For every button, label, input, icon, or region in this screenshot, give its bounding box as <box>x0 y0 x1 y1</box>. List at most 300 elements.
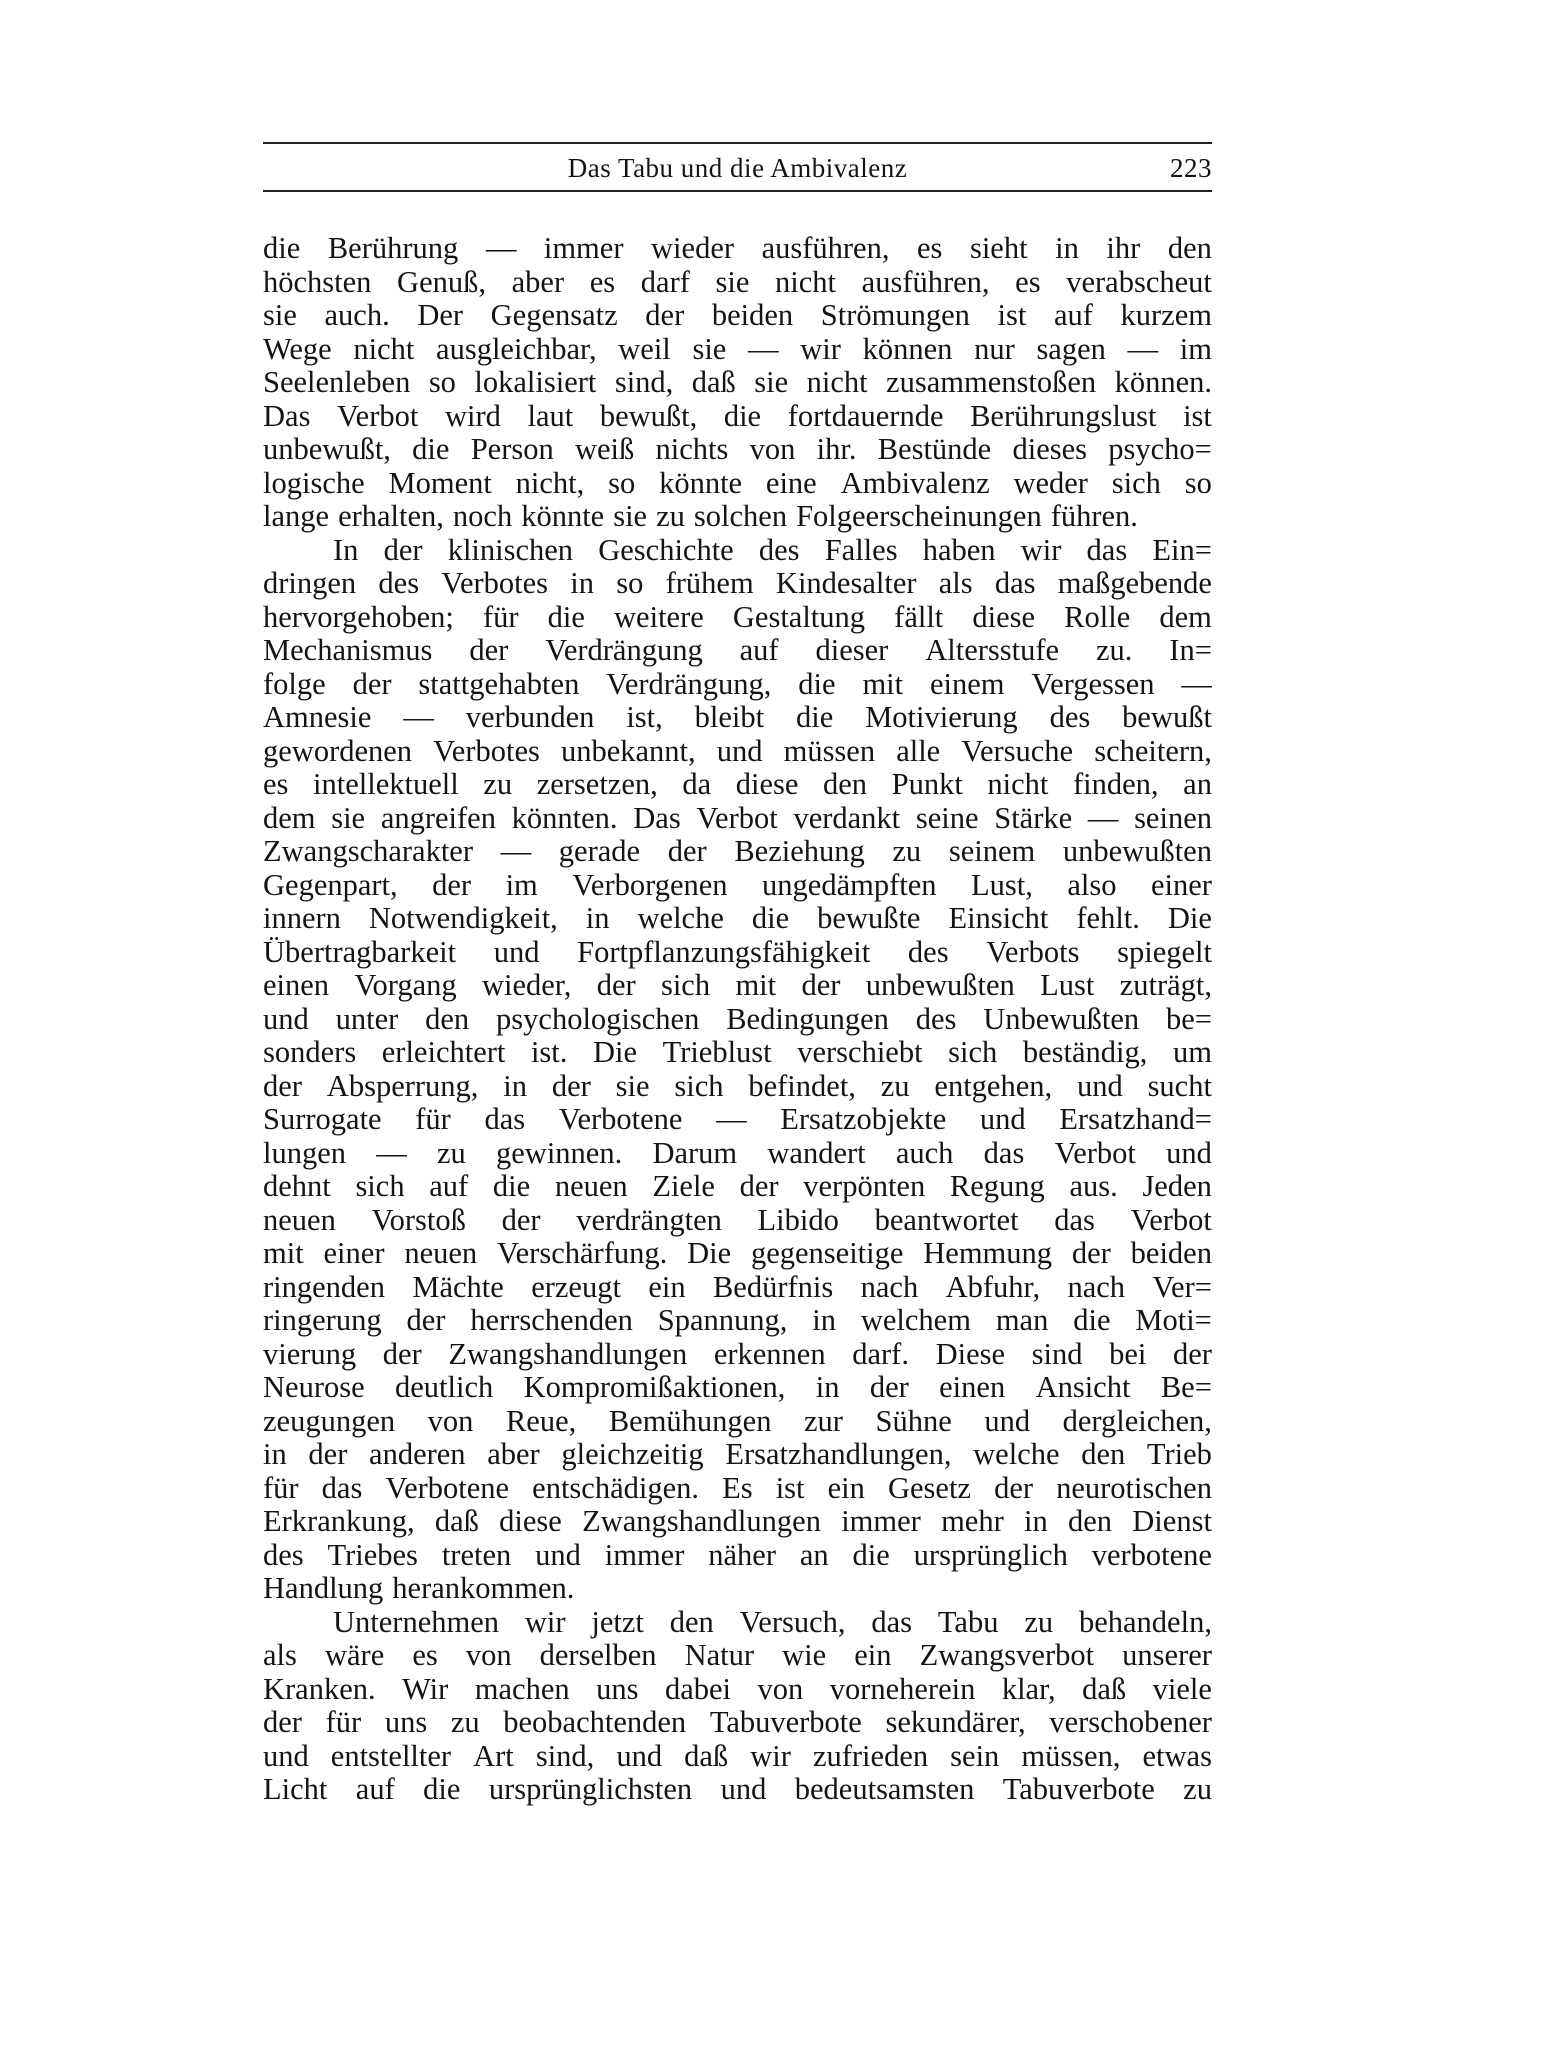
word: der <box>869 1370 909 1404</box>
word: ausführen, <box>861 264 990 299</box>
word: etwas <box>1142 1738 1212 1773</box>
word: weiß <box>574 432 635 466</box>
word: die <box>798 666 836 701</box>
text-line <box>263 1773 1212 1807</box>
word: beständig, <box>1022 1035 1148 1069</box>
word: sein <box>950 1738 1000 1773</box>
word: an <box>1183 767 1212 801</box>
word: Person <box>470 432 554 466</box>
word: Seelenleben <box>263 365 411 399</box>
text-line <box>263 1271 1212 1305</box>
word: Moment <box>388 465 492 500</box>
word: verpönten <box>803 1169 926 1203</box>
word: ist. <box>530 1035 568 1069</box>
word: Bemühungen <box>608 1403 772 1438</box>
word: mit <box>862 666 904 701</box>
word: Gegenpart, <box>263 867 398 902</box>
word: — <box>716 1102 747 1136</box>
word: den <box>669 1604 714 1639</box>
word: wir <box>1020 532 1062 567</box>
word: diese <box>499 1504 562 1538</box>
word: — <box>1127 331 1159 366</box>
word: deutlich <box>395 1370 494 1404</box>
word: Kompromißaktionen, <box>523 1370 786 1404</box>
word: und <box>984 1403 1031 1438</box>
word: unserer <box>1122 1638 1212 1672</box>
word: die <box>751 901 790 935</box>
word: klar, <box>1001 1671 1056 1706</box>
text-line <box>263 1505 1212 1539</box>
word: für <box>325 1705 362 1739</box>
word: in <box>570 566 595 600</box>
word: und <box>1076 1068 1123 1103</box>
word: sagen <box>1036 331 1106 366</box>
word: Trieb <box>1146 1437 1212 1471</box>
word: seinem <box>948 834 1036 868</box>
word: die <box>547 599 585 634</box>
word: innern <box>263 901 341 935</box>
word: da <box>682 767 712 801</box>
word: Verbot <box>337 398 419 433</box>
word: stattgehabten <box>418 666 580 701</box>
word: entstellter <box>330 1738 452 1773</box>
word: verdrängten <box>576 1202 722 1237</box>
word: in <box>263 1437 287 1471</box>
word: es <box>1015 264 1041 299</box>
word: ist <box>775 1470 805 1505</box>
text-line <box>263 1472 1212 1506</box>
word: dehnt <box>263 1169 331 1203</box>
word: zu <box>656 499 685 533</box>
text-line <box>263 1673 1212 1707</box>
word: auf <box>1053 298 1093 332</box>
word: Verbotes <box>441 566 549 600</box>
word: das <box>484 1102 526 1136</box>
word: lokalisiert <box>474 365 597 399</box>
word: Falles <box>824 532 898 567</box>
word: als <box>938 566 973 600</box>
word: Bestünde <box>877 432 992 466</box>
word: sind, <box>614 365 674 399</box>
word: lungen <box>263 1135 347 1170</box>
word: Vergessen <box>1031 666 1155 701</box>
word: zu <box>436 1135 466 1170</box>
word: verschiebt <box>797 1035 923 1069</box>
word: könnten. <box>511 800 618 835</box>
text-line <box>263 634 1212 668</box>
word: die <box>263 231 301 265</box>
word: fortdauernde <box>787 398 944 433</box>
text-line <box>263 1003 1212 1037</box>
word: Verborgenen <box>572 867 728 902</box>
word: daß <box>434 1504 479 1538</box>
word: sich <box>1111 465 1161 500</box>
word: Absperrung, <box>326 1068 479 1103</box>
word: so <box>608 465 636 500</box>
word: hervorgehoben; <box>263 599 454 634</box>
word: immer <box>543 231 624 265</box>
word: Diese <box>935 1336 1006 1371</box>
word: noch <box>452 499 513 533</box>
text-line <box>263 701 1212 735</box>
word: ihr <box>1106 231 1141 265</box>
word: — <box>500 834 532 868</box>
text-line <box>263 936 1212 970</box>
word: Natur <box>684 1638 755 1672</box>
word: auch. <box>324 298 390 332</box>
word: mit <box>735 968 777 1002</box>
word: dringen <box>263 566 357 600</box>
word: mit <box>263 1236 304 1270</box>
word: Zwangscharakter <box>263 834 474 868</box>
word: ein <box>648 1269 686 1304</box>
word: fällt <box>894 599 944 634</box>
word: herrschenden <box>470 1303 633 1337</box>
word: Moti= <box>1135 1303 1212 1337</box>
body-text <box>263 232 1212 1807</box>
word: einem <box>930 666 1005 701</box>
word: den <box>823 767 868 801</box>
word: gegenseitige <box>750 1236 904 1270</box>
word: zeugungen <box>263 1403 396 1438</box>
word: näher <box>708 1537 776 1572</box>
word: uns <box>384 1705 428 1739</box>
word: — <box>1087 800 1119 835</box>
word: Ersatzobjekte <box>780 1102 947 1136</box>
word: müssen <box>783 733 876 768</box>
word: zu <box>880 1068 910 1103</box>
text-line <box>263 1204 1212 1238</box>
word: Vorstoß <box>371 1202 466 1237</box>
word: der <box>263 1068 302 1103</box>
word: sind, <box>535 1738 595 1773</box>
word: Jeden <box>1142 1169 1212 1203</box>
word: des <box>378 566 420 600</box>
word: Amnesie <box>263 700 372 734</box>
word: in <box>503 1068 527 1103</box>
word: nicht <box>353 331 415 366</box>
word: eine <box>765 465 817 500</box>
word: zur <box>804 1403 843 1438</box>
word: Verbot <box>696 800 778 835</box>
word: von <box>749 432 796 466</box>
word: im <box>505 867 538 902</box>
word: Trieblust <box>662 1035 772 1069</box>
word: der <box>1071 1236 1111 1270</box>
word: beiden <box>711 298 794 332</box>
text-line <box>263 366 1212 400</box>
word: einer <box>323 1236 385 1270</box>
header-rule-top <box>263 142 1212 144</box>
word: Das <box>633 800 681 835</box>
word: Libido <box>757 1202 839 1237</box>
word: wir <box>750 1738 791 1773</box>
word: beobachtenden <box>503 1705 687 1739</box>
word: verbunden <box>465 700 595 734</box>
text-line <box>263 1036 1212 1070</box>
word: nach <box>1067 1269 1126 1304</box>
word: des <box>907 934 949 969</box>
word: beiden <box>1130 1236 1212 1270</box>
word: führen. <box>1050 499 1138 533</box>
word: wieder <box>651 231 735 265</box>
word: verdankt <box>793 800 901 835</box>
text-line <box>263 835 1212 869</box>
word: und <box>535 1537 581 1572</box>
word: ausführen, <box>761 231 890 265</box>
word: — <box>376 1135 407 1170</box>
word: zu <box>1024 1604 1054 1639</box>
word: des <box>915 1001 957 1036</box>
header-rule-bottom <box>263 190 1212 192</box>
word: es <box>412 1638 438 1672</box>
word: laut <box>527 398 574 433</box>
word: machen <box>474 1671 570 1706</box>
word: Lust, <box>970 867 1033 902</box>
word: wird <box>444 398 501 433</box>
text-line <box>263 1304 1212 1338</box>
word: Verbots <box>986 934 1080 969</box>
word: Tabu <box>937 1604 999 1639</box>
word: Ziele <box>652 1169 715 1203</box>
word: — <box>485 231 517 265</box>
text-line <box>263 266 1212 300</box>
text-line <box>263 1371 1212 1405</box>
word: im <box>1179 331 1212 366</box>
word: maßgebende <box>1057 566 1212 600</box>
word: beantwortet <box>874 1202 1019 1237</box>
word: für <box>482 599 519 634</box>
word: Ver= <box>1152 1269 1212 1304</box>
word: der <box>551 1068 591 1103</box>
word: gerade <box>558 834 641 868</box>
word: Ambivalenz <box>840 465 990 500</box>
word: folge <box>263 666 326 701</box>
word: Abfuhr, <box>945 1269 1041 1304</box>
text-line <box>263 869 1212 903</box>
word: zu <box>483 767 513 801</box>
word: Vorgang <box>354 968 457 1002</box>
word: Lust <box>1040 968 1095 1002</box>
text-line <box>263 1405 1212 1439</box>
word: neurotischen <box>1056 1470 1212 1505</box>
word: vorneherein <box>829 1671 976 1706</box>
word: auf <box>355 1772 395 1806</box>
word: der <box>383 532 423 567</box>
word: sich <box>355 1169 405 1203</box>
word: Ersatzhand= <box>1059 1102 1212 1136</box>
word: daß <box>691 365 736 399</box>
word: und <box>720 1772 767 1806</box>
word: wir <box>800 331 841 366</box>
word: zu. <box>1095 633 1133 667</box>
word: neuen <box>263 1202 336 1237</box>
word: weil <box>618 331 671 366</box>
word: be= <box>1165 1001 1212 1036</box>
word: mehr <box>941 1504 1004 1538</box>
text-line <box>263 1137 1212 1171</box>
word: psycho= <box>1108 432 1212 466</box>
word: Reue, <box>505 1403 577 1438</box>
word: spiegelt <box>1117 934 1212 969</box>
word: das <box>983 1135 1025 1170</box>
word: welchem <box>860 1303 971 1337</box>
word: in <box>815 1370 840 1404</box>
word: Verdrängung, <box>606 666 772 701</box>
text-line <box>263 1572 1212 1606</box>
word: unbewußt, <box>263 432 391 466</box>
word: sich <box>948 1035 998 1069</box>
word: Kindesalter <box>775 566 917 600</box>
word: Verbotes <box>433 733 540 768</box>
word: aber <box>487 1437 540 1471</box>
word: Die <box>687 1236 732 1270</box>
word: psychologischen <box>496 1001 700 1036</box>
word: der <box>1172 1336 1212 1371</box>
text-line <box>263 1438 1212 1472</box>
text-line <box>263 668 1212 702</box>
text-line <box>263 802 1212 836</box>
word: Surrogate <box>263 1102 382 1136</box>
word: die <box>492 1169 531 1203</box>
word: den <box>425 1001 470 1036</box>
text-line <box>263 969 1212 1003</box>
word: aus. <box>1069 1169 1118 1203</box>
word: können. <box>1114 365 1212 399</box>
word: solchen <box>693 499 788 533</box>
word: frühem <box>665 566 754 600</box>
word: neuen <box>554 1169 628 1203</box>
word: Versuch, <box>739 1604 846 1639</box>
word: — <box>1181 666 1212 701</box>
word: bewußt, <box>599 398 698 433</box>
word: viele <box>1152 1671 1212 1706</box>
word: in <box>812 1303 836 1337</box>
word: Geschichte <box>598 532 734 567</box>
text-line <box>263 1639 1212 1673</box>
word: der <box>994 1470 1034 1505</box>
word: die <box>1073 1303 1111 1337</box>
word: uns <box>596 1671 639 1706</box>
word: immer <box>841 1504 921 1538</box>
word: darf <box>640 264 690 299</box>
word: auf <box>429 1169 469 1203</box>
word: Mächte <box>412 1269 504 1304</box>
word: Ein= <box>1152 532 1212 567</box>
word: sucht <box>1147 1068 1212 1103</box>
word: Berührung <box>327 231 459 265</box>
word: Wir <box>402 1671 449 1706</box>
word: Der <box>417 298 464 332</box>
word: lange <box>263 499 330 533</box>
word: diese <box>972 599 1036 634</box>
word: unter <box>335 1001 399 1036</box>
word: einen <box>263 968 330 1002</box>
word: unbewußten <box>1062 834 1212 868</box>
word: der <box>801 968 841 1002</box>
text-line <box>263 567 1212 601</box>
word: welche <box>973 1437 1060 1471</box>
word: Zwangshandlungen <box>448 1336 688 1371</box>
word: das <box>994 566 1036 600</box>
word: dem <box>263 800 316 835</box>
word: Es <box>722 1470 753 1505</box>
text-line <box>263 534 1212 568</box>
word: der <box>263 1705 302 1739</box>
word: nicht <box>806 365 868 399</box>
word: in <box>585 901 610 935</box>
word: Versuche <box>961 733 1074 768</box>
word: und <box>263 1738 309 1773</box>
word: fehlt. <box>1076 901 1140 935</box>
word: zersetzen, <box>536 767 658 801</box>
word: Folgeerscheinungen <box>796 499 1042 533</box>
word: unbekannt, <box>560 733 696 768</box>
word: der <box>739 1169 779 1203</box>
word: Tabuverbote <box>709 1705 862 1739</box>
word: in <box>1024 1504 1048 1538</box>
word: zu <box>450 1705 480 1739</box>
word: die <box>423 1772 461 1806</box>
word: auf <box>739 633 779 667</box>
word: Ansicht <box>1035 1370 1131 1404</box>
word: zusammenstoßen <box>886 365 1097 399</box>
word: befindet, <box>748 1068 856 1103</box>
word: und <box>979 1102 1026 1136</box>
word: sie <box>715 264 750 299</box>
word: immer <box>604 1537 685 1572</box>
word: verbotene <box>1091 1537 1212 1572</box>
word: bedeutsamsten <box>794 1772 975 1806</box>
word: bleibt <box>694 700 765 734</box>
word: nach <box>860 1269 919 1304</box>
text-line <box>263 1237 1212 1271</box>
word: Art <box>473 1738 514 1773</box>
word: sie <box>263 298 297 332</box>
word: sie <box>754 365 789 399</box>
word: sekundärer, <box>885 1705 1026 1739</box>
word: klinischen <box>447 532 574 567</box>
word: zuträgt, <box>1119 968 1212 1002</box>
word: aber <box>511 264 565 299</box>
text-line <box>263 467 1212 501</box>
word: in <box>1055 231 1079 265</box>
word: der <box>469 633 509 667</box>
word: Triebes <box>327 1537 418 1572</box>
text-line <box>263 433 1212 467</box>
text-line <box>263 232 1212 266</box>
word: höchsten <box>263 264 372 299</box>
word: und <box>263 1001 309 1036</box>
word: der <box>352 666 392 701</box>
word: Altersstufe <box>925 633 1060 667</box>
word: erkennen <box>713 1336 826 1371</box>
word: Zwangsverbot <box>919 1638 1095 1672</box>
word: der <box>382 1336 422 1371</box>
word: Spannung, <box>657 1303 788 1337</box>
word: und <box>493 934 540 969</box>
word: anderen <box>369 1437 466 1471</box>
word: gewordenen <box>263 733 413 768</box>
word: Erkrankung, <box>263 1504 415 1538</box>
word: Verbot <box>1054 1135 1136 1170</box>
word: Handlung <box>263 1571 384 1605</box>
word: entgehen, <box>934 1068 1053 1103</box>
word: verschobener <box>1049 1705 1212 1739</box>
word: dem <box>1159 599 1212 634</box>
word: zufrieden <box>812 1738 929 1773</box>
word: wandert <box>767 1135 866 1170</box>
